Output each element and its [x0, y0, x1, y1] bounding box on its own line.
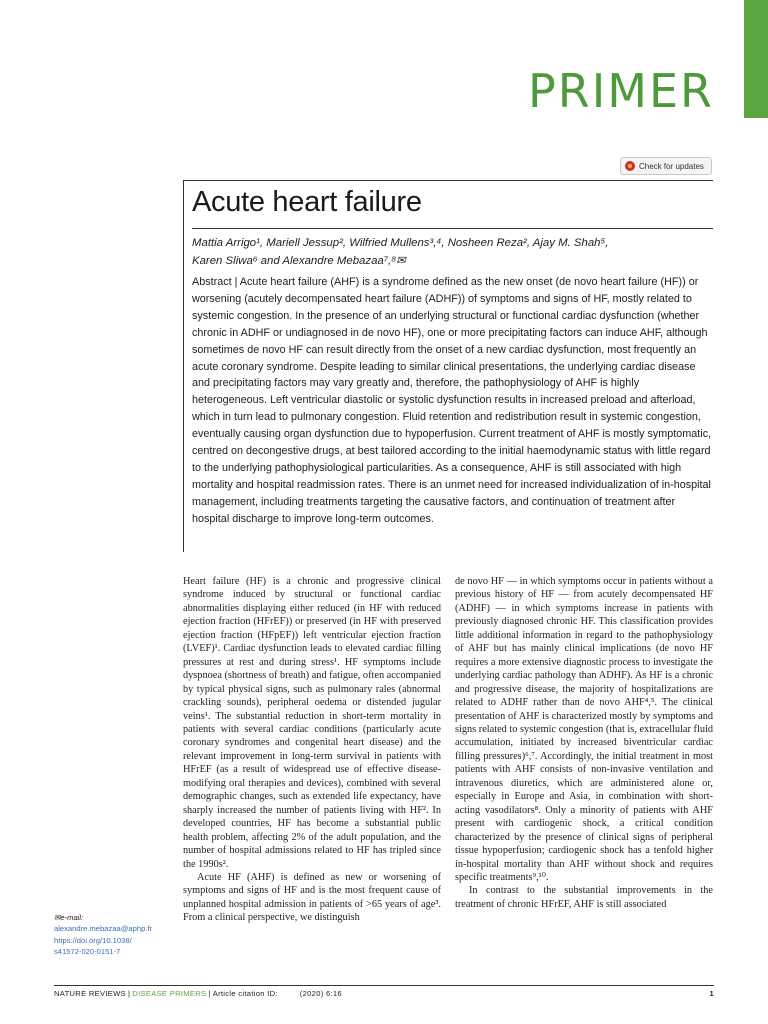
header-top-rule [183, 180, 713, 181]
title-rule [192, 228, 713, 229]
abstract: Abstract | Acute heart failure (AHF) is a syndrome defined as the new onset (de novo heart failure (HF)) or worsening (acutely decompensated heart failure (ADHF)) of symptoms and signs of HF, mostly related to systemic congestion. In the presence of an underlying structural or functional cardiac dysfunction (whether chronic in ADHF or undiagnosed in de novo HF), one or more precipitating factors can induce AHF, although sometimes de novo HF can result directly from the onset of a new cardiac dysfunction, most frequently an acute coronary syndrome. Despite leading to similar clinical presentations, the underlying cardiac disease and precipitating factors may vary greatly and, therefore, the pathophysiology of AHF is highly heterogeneous. Left ventricular diastolic or systolic dysfunction results in increased preload and afterload, which in turn lead to pulmonary congestion. Fluid retention and redistribution result in systemic congestion, eventually causing organ dysfunction due to hypoperfusion. Current treatment of AHF is mostly symptomatic, centred on decongestive drugs, at best tailored according to the initial haemodynamic status with little regard to the underlying pathophysiological particularities. As a consequence, AHF is still associated with high mortality and hospital readmission rates. There is an unmet need for increased individualization of in-hospital management, including treatments targeting the causative factors, and continuation of treatment after hospital discharge to improve long-term outcomes. [192, 276, 712, 525]
body-paragraph: Heart failure (HF) is a chronic and progressive clinical syndrome induced by structural or functional cardiac abnormalities displaying either reduced (in HF with reduced ejection fraction (HFrEF)) or preserved (in HF with preserved ejection fraction (HFpEF)) left ventricular ejection fraction (LVEF)¹. Cardiac dysfunction leads to elevated cardiac filling pressures at rest and during stress¹. HF symptoms include dyspnoea (shortness of breath) and fatigue, often accompanied by typical physical signs, such as pulmonary rales (abnormal crackling sounds), peripheral oedema or distended jugular veins¹. The substantial reduction in short-term mortality in patients with several cardiac conditions (particularly acute coronary syndromes and congenital heart disease) and the relevant improvement in long-term survival in patients with HFrEF (as a result of widespread use of effective disease-modifying oral therapies and devices), combined with several demographic changes, such as extended life expectancy, have sharply increased the number of patients living with HF². In developed countries, HF has become a substantial public health problem, affecting 2% of the adult population, and the number of hospital admissions related to HF has tripled since the 1990s². [183, 576, 441, 870]
citation-label: Article citation ID: [212, 989, 278, 998]
article-sidebar [54, 912, 174, 957]
doi-link[interactable]: https://doi.org/10.1038/ s41572-020-0151-7 [54, 935, 132, 956]
check-for-updates-button[interactable] [620, 157, 712, 175]
body-column-right [455, 575, 713, 911]
author-email-link[interactable]: alexandre.mebazaa@aphp.fr [54, 924, 153, 934]
body-paragraph: de novo HF — in which symptoms occur in patients without a previous history of HF — from acutely decompensated HF (ADHF) — in which symptoms increase in patients with previously diagnosed chronic HF. This classification provides little additional information in regard to the pathophysiology of AHF but has mainly clinical implications (de novo HF requires a more extensive diagnostic process to investigate the underlying cardiac pathology than ADHF). As HF is a chronic and progressive disease, the majority of hospitalizations are related to ADHF rather than de novo AHF⁴,⁵. The clinical presentation of AHF is characterized mostly by symptoms and signs related to systemic congestion (that is, extracellular fluid accumulation, initiated by increased biventricular cardiac filling pressures)⁶,⁷. Accordingly, the initial treatment in most patients with AHF consists of non-invasive ventilation and intravenous diuretics, which are administered alone or, especially in Europe and Asia, in combination with short-acting vasodilators⁸. Only a minority of patients with AHF present with cardiogenic shock, a critical condition characterized by the presence of clinical signs of peripheral tissue hypoperfusion; cardiogenic shock has a tenfold higher in-hospital mortality than AHF without shock and requires specific treatments⁹,¹⁰. [455, 576, 713, 883]
body-paragraph: In contrast to the substantial improvements in the treatment of chronic HFrEF, AHF is still associated [455, 885, 713, 910]
body-column-left [183, 575, 441, 925]
article-title: Acute heart failure [192, 186, 422, 218]
body-paragraph: Acute HF (AHF) is defined as new or worsening of symptoms and signs of HF and is the most frequent cause of unplanned hospital admission in patients of >65 years of age³. From a clinical perspective, we distinguish [183, 871, 441, 924]
page-footer: NATURE REVIEWS | DISEASE PRIMERS | Article citation ID: (2020) 6:16 1 [54, 989, 714, 998]
authors-line-2: Karen Sliwa⁶ and Alexandre Mebazaa⁷,⁸✉ [192, 255, 406, 267]
journal-name: NATURE REVIEWS [54, 989, 126, 998]
authors-line-1: Mattia Arrigo¹, Mariell Jessup², Wilfried Mullens³,⁴, Nosheen Reza², Ajay M. Shah⁵, [192, 237, 609, 249]
email-label: ✉e-mail: [54, 913, 84, 922]
page-number: 1 [709, 989, 714, 998]
header-left-rule [183, 180, 184, 552]
footer-rule [54, 985, 714, 986]
section-color-bar [744, 0, 768, 118]
check-for-updates-label: Check for updates [639, 161, 704, 171]
crossmark-icon [625, 161, 635, 171]
citation-id: (2020) 6:16 [299, 989, 342, 998]
journal-section: DISEASE PRIMERS [132, 989, 207, 998]
author-list [192, 234, 712, 270]
section-label: PRIMER [528, 64, 714, 118]
